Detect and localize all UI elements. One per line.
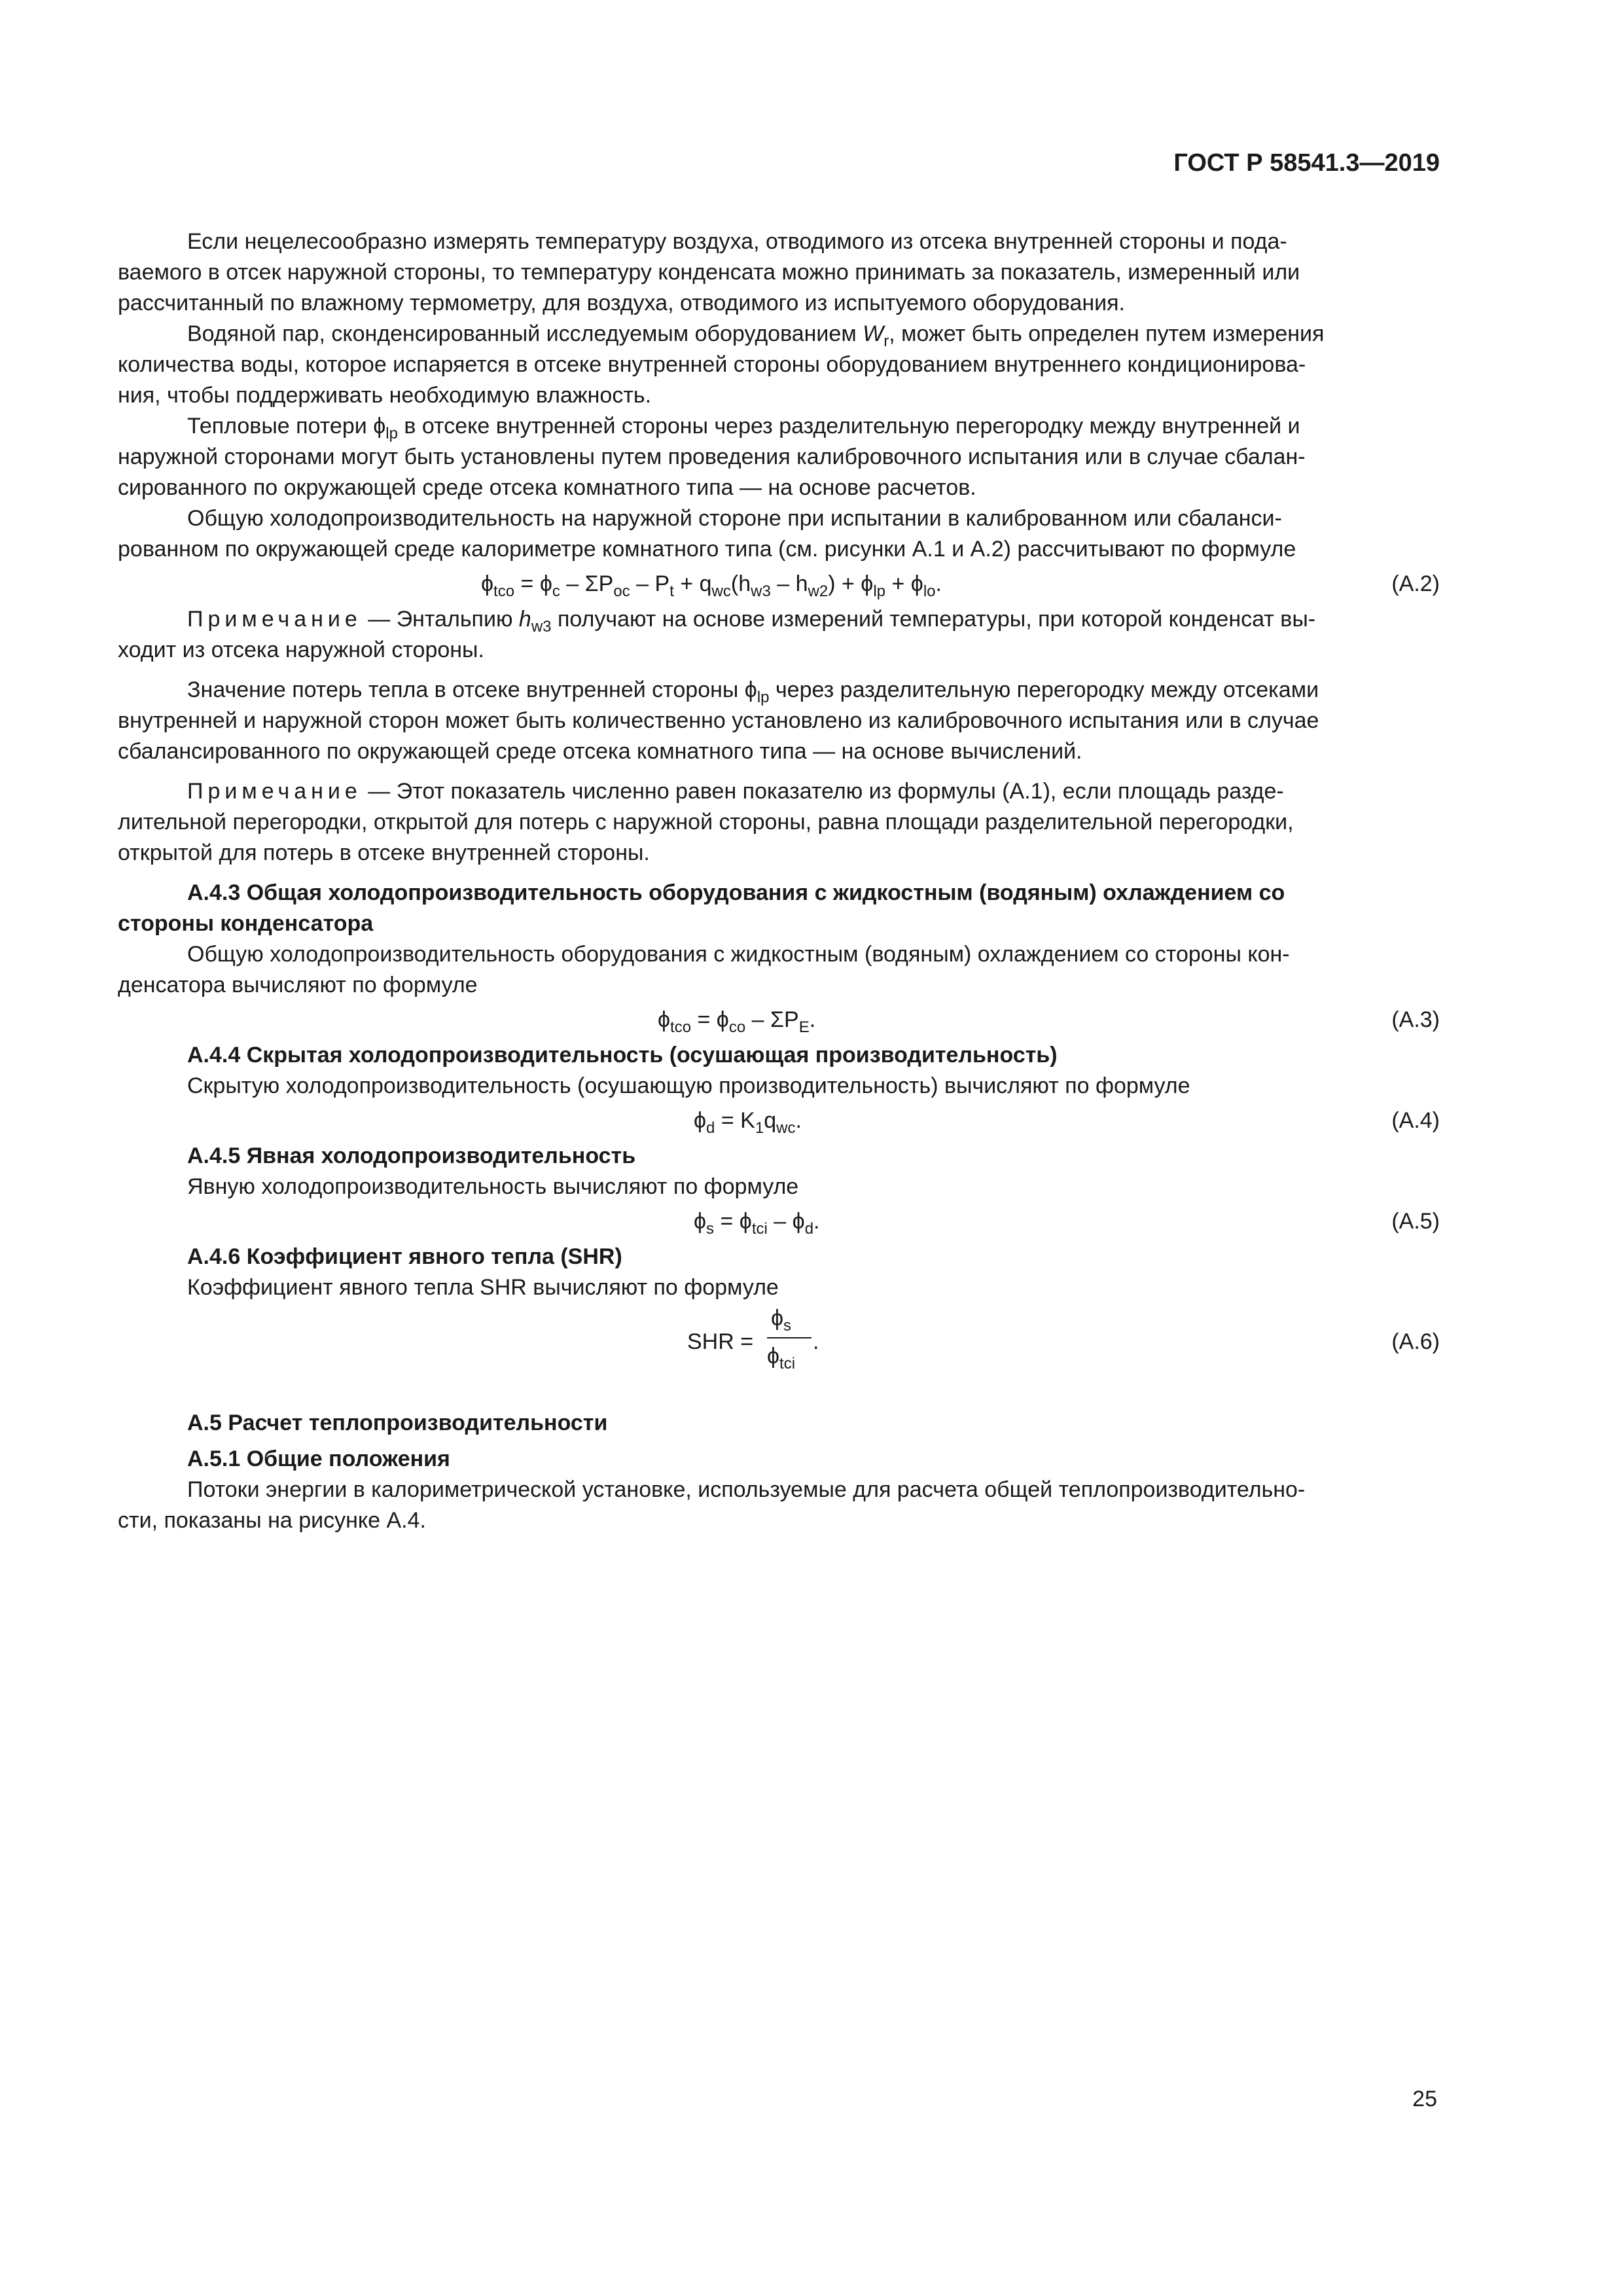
paragraph-a-4-3: Общую холодопроизводительность оборудования с жидкостным (водяным) охлаждением со стороны кон- денсатора вычисляют по формуле xyxy=(118,942,1290,997)
equation-a4-number: (A.4) xyxy=(1391,1108,1440,1133)
heading-a-4-5: А.4.5 Явная холодопроизводительность xyxy=(187,1143,636,1168)
equation-a2-number: (A.2) xyxy=(1391,571,1440,596)
heading-a-4-4: А.4.4 Скрытая холодопроизводительность (осушающая производительность) xyxy=(187,1043,1058,1067)
paragraph-a-4-6: Коэффициент явного тепла SHR вычисляют по формуле xyxy=(187,1275,779,1300)
equation-a2-formula: $\phi_{tco} = \phi_c - \Sigma P_{oc} - P_t + q_{wc}(h_{w3} - h_{w2}) + \phi_{lp} + \phi_{lo}$. xyxy=(481,571,942,600)
paragraph-water-vapor: Водяной пар, сконденсированный исследуемым оборудованием $W_r$, может быть определен путем измерения количества воды, которое испаряется в отсеке внутренней стороны оборудованием внутреннего кондиционирова- ния, чтобы поддерживать необходимую влажность. xyxy=(118,321,1325,408)
equation-a3-number: (A.3) xyxy=(1391,1007,1440,1032)
paragraph-a-4-4: Скрытую холодопроизводительность (осушающую производительность) вычисляют по формуле xyxy=(187,1073,1190,1098)
document-header: ГОСТ Р 58541.3—2019 xyxy=(1173,149,1440,177)
equation-a5-formula: $\phi_s = \phi_{tci} - \phi_d$. xyxy=(694,1209,820,1238)
note-enthalpy: Примечание — Энтальпию $h_{w3}$ получают на основе измерений температуры, при которой конденсат вы- ходит из отсека наружной стороны. xyxy=(118,607,1316,662)
paragraph-heat-losses: Тепловые потери $\phi_{lp}$ в отсеке внутренней стороны через разделительную перегородку между внутренней и наружной сторонами могут быть установлены путем проведения калибровочного испытания или в случае сбалан- сированного по окружающей среде отсека комнатного типа — на основе расчетов. xyxy=(118,414,1306,500)
page-number: 25 xyxy=(1412,2087,1437,2111)
equation-a5 xyxy=(118,1202,1440,1242)
equation-a6-denominator: $\phi_{tci}$ xyxy=(767,1344,796,1372)
equation-a3-formula: $\phi_{tco} = \phi_{co} - \Sigma P_E$. xyxy=(658,1007,816,1036)
equation-a6: SHR = $\phi_s$ $\phi_{tci}$ . (A.6) xyxy=(118,1303,1440,1375)
heading-a-5-1: А.5.1 Общие положения xyxy=(187,1446,450,1471)
equation-a2 xyxy=(118,565,1440,604)
paragraph-a-5-1: Потоки энергии в калориметрической установке, используемые для расчета общей теплопроизводительно- сти, показаны на рисунке А.4. xyxy=(118,1477,1306,1533)
note-partition-area: Примечание — Этот показатель численно равен показателю из формулы (А.1), если площадь разде- лительной перегородки, открытой для потерь с наружной стороны, равна площади разделительной перегородки, открытой для потерь в отсеке внутренней стороны. xyxy=(118,779,1294,865)
fraction-bar xyxy=(767,1337,812,1338)
equation-a6-number: (A.6) xyxy=(1391,1329,1440,1354)
paragraph-total-cooling-capacity: Общую холодопроизводительность на наружной стороне при испытании в калиброванном или сбаланси- рованном по окружающей среде калориметре комнатного типа (см. рисунки А.1 и А.2) рассчитывают по формуле xyxy=(118,506,1296,562)
equation-a6-lhs: SHR = xyxy=(687,1329,754,1354)
heading-a-4-3: А.4.3 Общая холодопроизводительность оборудования с жидкостным (водяным) охлаждением со стороны конденсатора xyxy=(118,880,1285,936)
equation-a4 xyxy=(118,1102,1440,1141)
paragraph-condensate-temperature: Если нецелесообразно измерять температуру воздуха, отводимого из отсека внутренней стороны и пода- ваемого в отсек наружной стороны, то температуру конденсата можно принимать за показатель, измеренный или рассчитанный по влажному термометру, для воздуха, отводимого из испытуемого оборудования. xyxy=(118,229,1300,315)
equation-a3 xyxy=(118,1001,1440,1040)
equation-a4-formula: $\phi_d = K_1q_{wc}$. xyxy=(694,1108,802,1137)
equation-a6-numerator: $\phi_s$ xyxy=(771,1306,792,1335)
paragraph-heat-loss-value: Значение потерь тепла в отсеке внутренней стороны $\phi_{lp}$ через разделительную перегородку между отсеками внутренней и наружной сторон может быть количественно установлено из калибровочного испытания или в случае сбалансированного по окружающей среде отсека комнатного типа — на основе вычислений. xyxy=(118,677,1319,764)
paragraph-a-4-5: Явную холодопроизводительность вычисляют по формуле xyxy=(187,1174,799,1199)
equation-a5-number: (A.5) xyxy=(1391,1209,1440,1234)
heading-a-4-6: А.4.6 Коэффициент явного тепла (SHR) xyxy=(187,1244,622,1269)
document-body xyxy=(118,226,1440,1536)
heading-a-5: А.5 Расчет теплопроизводительности xyxy=(187,1410,608,1435)
